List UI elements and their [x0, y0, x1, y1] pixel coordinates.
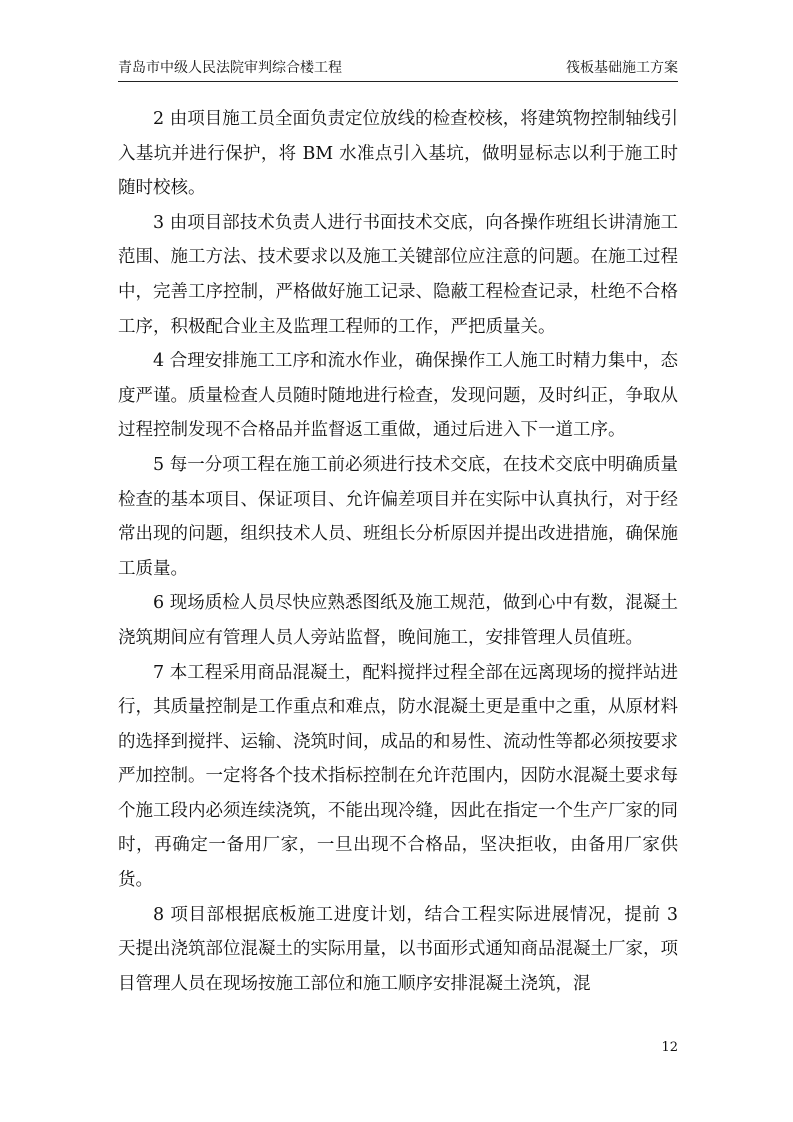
paragraph-item-5: 5 每一分项工程在施工前必须进行技术交底，在技术交底中明确质量检查的基本项目、保证项目、允许偏差项目并在实际中认真执行，对于经常出现的问题，组织技术人员、班组长分析原因并提出改进措施，确保施工质量。	[118, 454, 678, 579]
page-number: 12	[661, 1040, 678, 1055]
paragraph-item-2: 2 由项目施工员全面负责定位放线的检查校核，将建筑物控制轴线引入基坑并进行保护，将 BM 水准点引入基坑，做明显标志以利于施工时随时校核。	[118, 109, 678, 199]
header-project-title: 青岛市中级人民法院审判综合楼工程	[118, 60, 342, 76]
paragraph-item-3: 3 由项目部技术负责人进行书面技术交底，向各操作班组长讲清施工范围、施工方法、技术要求以及施工关键部位应注意的问题。在施工过程中，完善工序控制，严格做好施工记录、隐蔽工程检查记录，杜绝不合格工序，积极配合业主及监理工程师的工作，严把质量关。	[118, 212, 678, 337]
paragraph-item-4: 4 合理安排施工工序和流水作业，确保操作工人施工时精力集中，态度严谨。质量检查人员随时随地进行检查，发现问题，及时纠正，争取从过程控制发现不合格品并监督返工重做，通过后进入下一道工序。	[118, 351, 678, 441]
document-body	[118, 102, 678, 1001]
paragraph-item-6: 6 现场质检人员尽快应熟悉图纸及施工规范，做到心中有数，混凝土浇筑期间应有管理人员人旁站监督，晚间施工，安排管理人员值班。	[118, 593, 678, 648]
paragraph-item-7: 7 本工程采用商品混凝土，配料搅拌过程全部在远离现场的搅拌站进行，其质量控制是工作重点和难点，防水混凝土更是重中之重，从原材料的选择到搅拌、运输、浇筑时间，成品的和易性、流动性等都必须按要求严加控制。一定将各个技术指标控制在允许范围内，因防水混凝土要求每个施工段内必须连续浇筑，不能出现冷缝，因此在指定一个生产厂家的同时，再确定一备用厂家，一旦出现不合格品，坚决拒收，由备用厂家供货。	[118, 662, 678, 891]
page-header	[118, 56, 678, 80]
header-divider	[118, 81, 678, 82]
header-document-title: 筏板基础施工方案	[566, 60, 678, 76]
paragraph-item-8: 8 项目部根据底板施工进度计划，结合工程实际进展情况，提前 3 天提出浇筑部位混凝土的实际用量，以书面形式通知商品混凝土厂家，项目管理人员在现场按施工部位和施工顺序安排混凝土浇筑，混	[118, 904, 678, 994]
